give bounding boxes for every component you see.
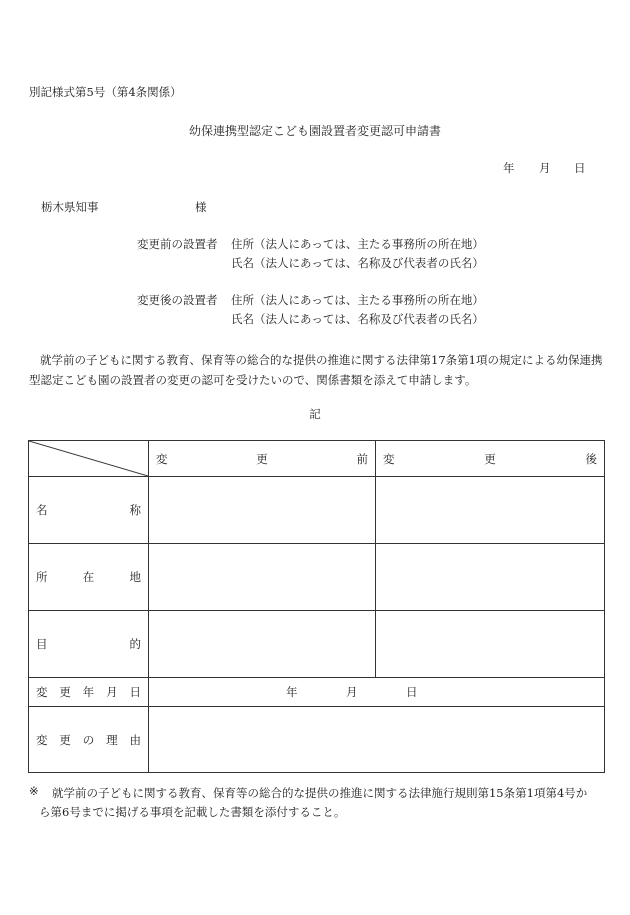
- change-date-month: 月: [346, 685, 358, 699]
- before-address-line: 住所（法人にあっては、主たる事務所の所在地）: [231, 237, 484, 251]
- purpose-before-field[interactable]: [149, 611, 376, 678]
- after-address-line: 住所（法人にあっては、主たる事務所の所在地）: [231, 293, 484, 307]
- diagonal-line: [29, 441, 148, 476]
- addressee-label: 栃木県知事: [41, 200, 99, 214]
- table-row: [29, 611, 605, 678]
- row-label-name: 名 称: [29, 477, 149, 544]
- purpose-after-field[interactable]: [376, 611, 605, 678]
- location-after-field[interactable]: [376, 544, 605, 611]
- application-statement: 就学前の子どもに関する教育、保育等の総合的な提供の推進に関する法律第17条第1項の規定による幼保連携型認定こども園の設置者の変更の認可を受けたいので、関係書類を添えて申請します。: [29, 353, 603, 387]
- name-before-field[interactable]: [149, 477, 376, 544]
- before-party-label: 変更前の設置者: [137, 237, 218, 251]
- table-row: [29, 544, 605, 611]
- table-row: [29, 678, 605, 707]
- change-date-year: 年: [286, 685, 298, 699]
- row-label-change-date: 変 更 年 月 日: [29, 678, 149, 707]
- addressee-suffix: 様: [195, 200, 207, 214]
- date-month-label: 月: [539, 161, 551, 175]
- column-header-after: 変 更 後: [376, 441, 605, 477]
- change-date-field[interactable]: [149, 678, 605, 707]
- record-heading: 記: [309, 407, 321, 421]
- form-reference: 別記様式第5号（第4条関係）: [29, 85, 182, 99]
- table-row: [29, 477, 605, 544]
- table-header-row: [29, 441, 605, 477]
- after-name-line: 氏名（法人にあっては、名称及び代表者の氏名）: [231, 312, 484, 326]
- row-label-location: 所 在 地: [29, 544, 149, 611]
- table-row: [29, 707, 605, 773]
- name-after-field[interactable]: [376, 477, 605, 544]
- change-details-table: [28, 440, 605, 773]
- footnote-text: 就学前の子どもに関する教育、保育等の総合的な提供の推進に関する法律施行規則第15条第1項第4号か ら第6号までに掲げる事項を記載した書類を添付すること。: [39, 786, 588, 819]
- form-title: 幼保連携型認定こども園設置者変更認可申請書: [188, 124, 441, 138]
- after-party-label: 変更後の設置者: [137, 293, 218, 307]
- location-before-field[interactable]: [149, 544, 376, 611]
- date-year-label: 年: [503, 161, 515, 175]
- reason-field[interactable]: [149, 707, 605, 773]
- row-label-reason: 変 更 の 理 由: [29, 707, 149, 773]
- diagonal-corner-cell: [29, 441, 149, 477]
- date-day-label: 日: [574, 161, 586, 175]
- row-label-purpose: 目 的: [29, 611, 149, 678]
- before-name-line: 氏名（法人にあっては、名称及び代表者の氏名）: [231, 256, 484, 270]
- change-date-day: 日: [406, 685, 418, 699]
- column-header-before: 変 更 前: [149, 441, 376, 477]
- footnote-mark: ※: [29, 784, 39, 798]
